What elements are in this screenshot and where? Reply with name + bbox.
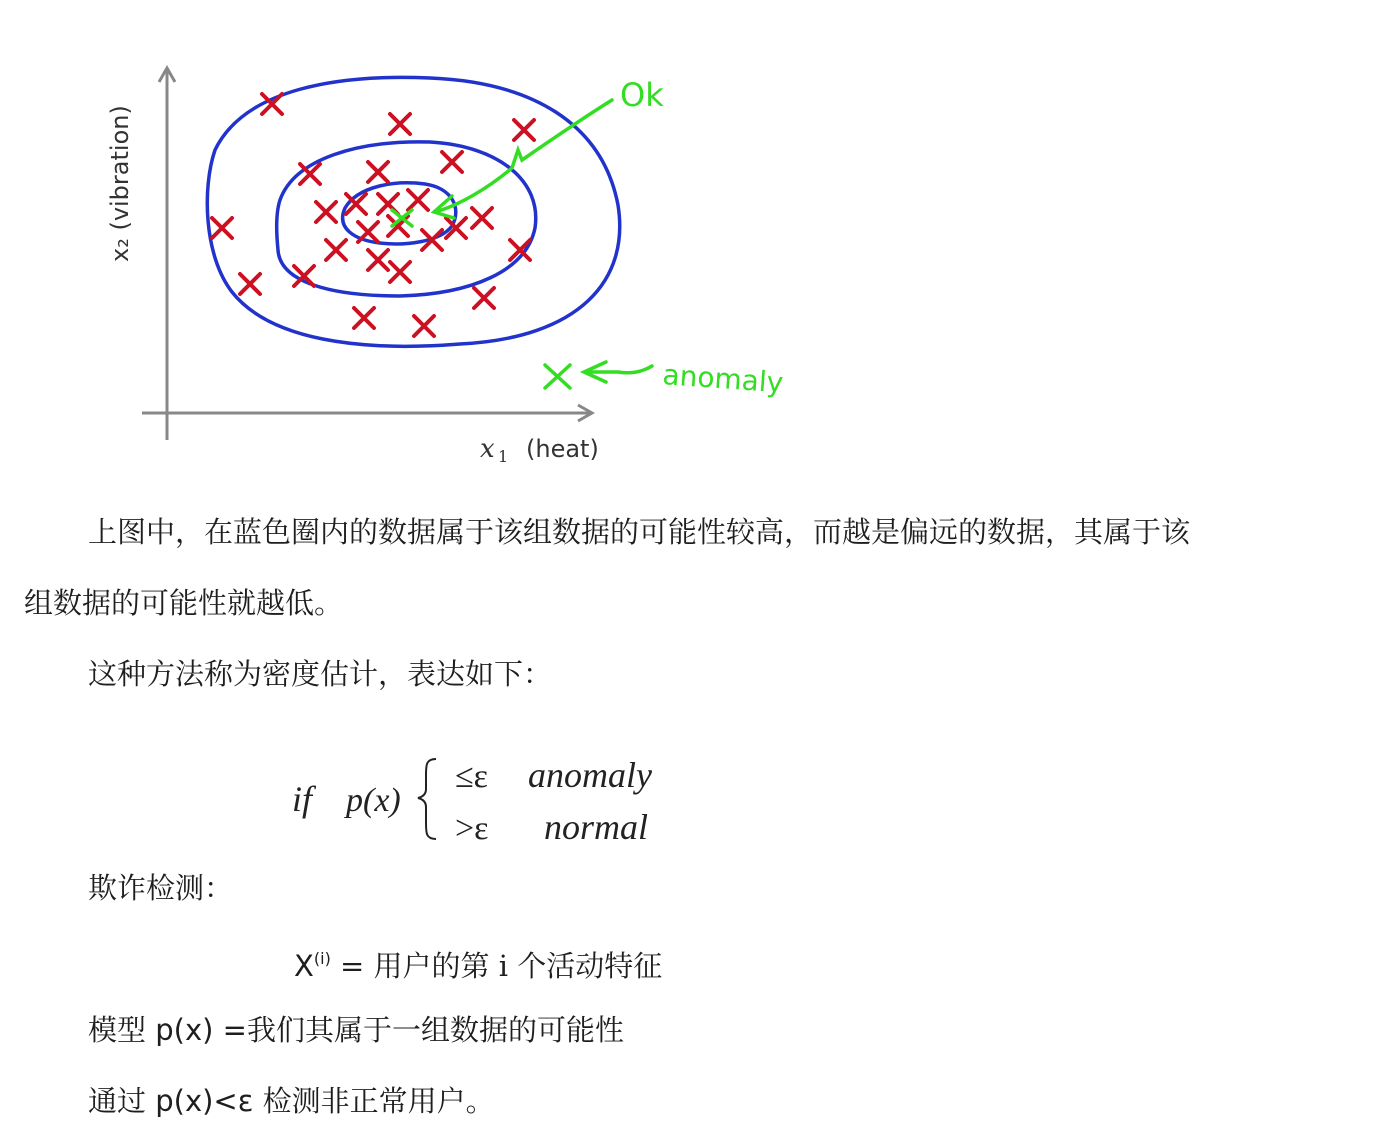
- ok-label: Ok: [620, 76, 664, 114]
- x-axis-subscript: 1: [498, 447, 509, 466]
- feature-symbol: X: [294, 949, 314, 983]
- paragraph-description: 上图中，在蓝色圈内的数据属于该组数据的可能性较高，而越是偏远的数据，其属于该: [88, 515, 1191, 549]
- formula-px: p(x): [346, 782, 401, 819]
- anomaly-label: anomaly: [661, 358, 785, 400]
- data-point-mark: [326, 240, 346, 260]
- data-point-mark: [316, 202, 336, 222]
- rule-prefix: 通过: [88, 1084, 156, 1118]
- data-point-mark: [354, 308, 374, 328]
- data-point-mark: [414, 316, 434, 336]
- formula-normal: normal: [544, 807, 649, 847]
- paragraph-description-cont: 组数据的可能性就越低。: [24, 586, 344, 620]
- data-point-mark: [474, 288, 494, 308]
- data-point-mark: [514, 120, 534, 140]
- data-point-mark: [240, 274, 260, 294]
- rule-condition: p(x)<ε: [155, 1084, 254, 1118]
- heading-fraud-detection: 欺诈检测：: [88, 871, 234, 905]
- detection-rule: [88, 1083, 495, 1119]
- data-point-mark: [442, 152, 462, 172]
- model-prefix: 模型: [88, 1013, 156, 1047]
- feature-index: (i): [313, 949, 331, 968]
- data-point-mark: [368, 162, 388, 182]
- formula-le: ≤ε: [455, 758, 488, 795]
- formula-anomaly: anomaly: [528, 755, 652, 795]
- model-description: 我们其属于一组数据的可能性: [246, 1013, 624, 1047]
- formula-brace: [418, 759, 436, 839]
- y-axis-label: x₂ (vibration): [106, 105, 134, 262]
- anomaly-annotation: [545, 362, 652, 388]
- data-point-mark: [358, 222, 378, 242]
- threshold-formula: [280, 745, 700, 855]
- data-point-mark: [212, 218, 232, 238]
- data-point-mark: [390, 262, 410, 282]
- data-point-mark: [390, 114, 410, 134]
- data-point-mark: [472, 208, 492, 228]
- model-px: p(x) =: [155, 1013, 247, 1047]
- data-point-mark: [408, 190, 428, 210]
- formula-gt: >ε: [455, 810, 489, 847]
- x-axis-label: (heat): [526, 435, 599, 463]
- x-axis-variable: x: [480, 434, 495, 464]
- data-point-mark: [368, 250, 388, 270]
- density-contours: [207, 77, 619, 346]
- feature-definition: [294, 941, 662, 984]
- rule-description: 检测非正常用户。: [253, 1084, 495, 1118]
- paragraph-density-estimation: 这种方法称为密度估计，表达如下：: [88, 657, 553, 691]
- data-points: [212, 94, 534, 336]
- formula-if: if: [292, 779, 313, 819]
- model-definition: [88, 1012, 624, 1048]
- feature-description: = 用户的第 i 个活动特征: [330, 949, 663, 983]
- outer-contour: [207, 77, 619, 346]
- anomaly-detection-plot: [0, 0, 860, 480]
